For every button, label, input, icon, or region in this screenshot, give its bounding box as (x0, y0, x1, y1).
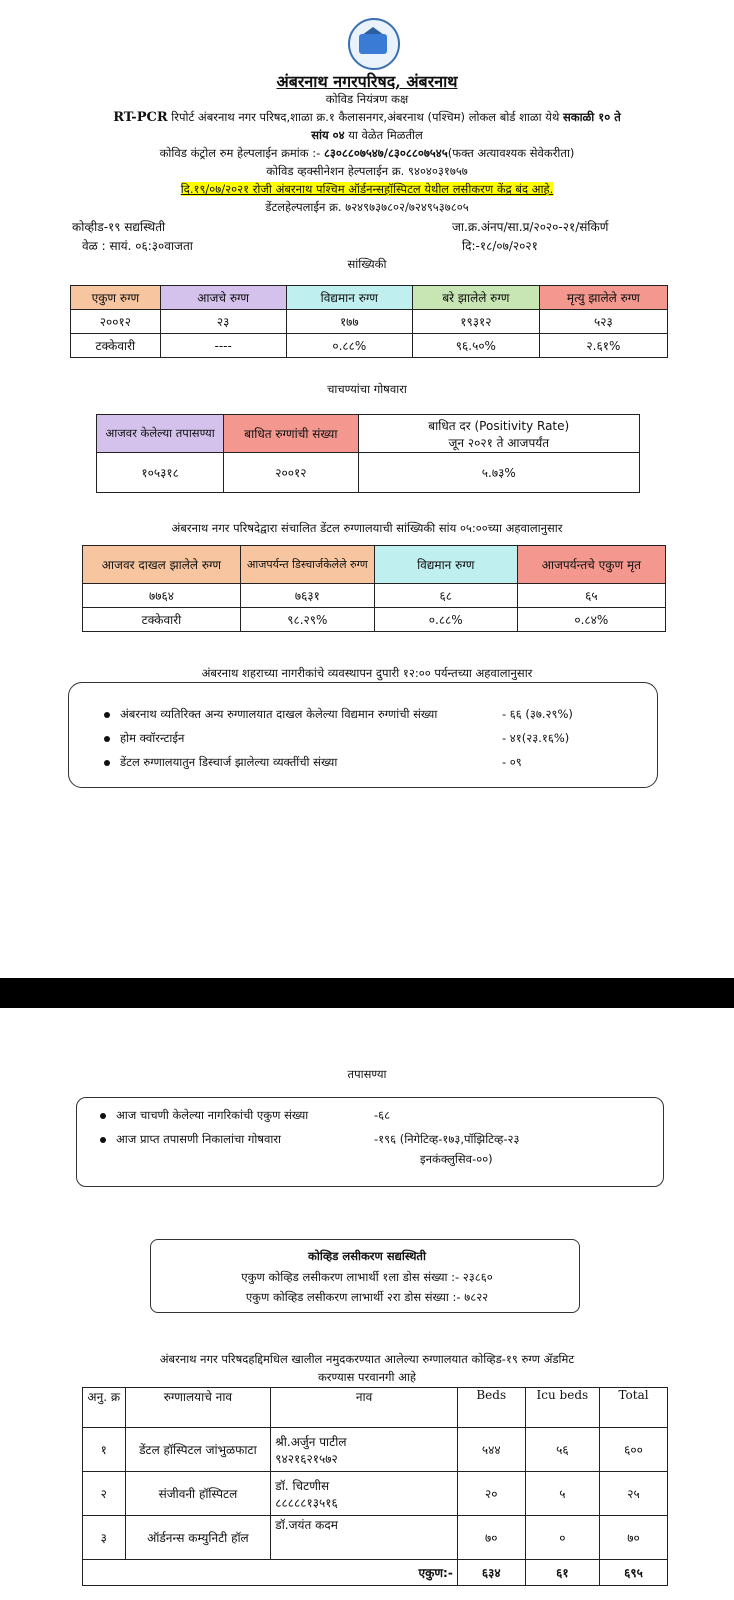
rtpcr-line1: RT-PCR रिपोर्ट अंबरनाथ नगर परिषद,शाळा क्र.१ कैलासनगर,अंबरनाथ (पश्चिम) लोकल बोर्ड शाळा येथे सकाळी १० ते (113, 110, 621, 125)
header-infected-count: बाधित रुग्णांची संख्या (224, 415, 358, 453)
cell: ५.७३% (358, 453, 639, 493)
list-item: अंबरनाथ व्यतिरिक्त अन्य रुग्णालयात दाखल केलेल्या विद्यमान रुग्णांची संख्या (104, 707, 437, 722)
cell: ०.८८% (374, 608, 517, 632)
cell: ९६.५०% (412, 334, 539, 358)
reference-number: जा.क्र.अंनप/सा.प्र/२०२०-२१/संकिर्ण (452, 220, 609, 234)
report-date: दि:-१८/०७/२०२१ (462, 239, 538, 253)
stats-title: सांख्यिकी (347, 257, 387, 271)
separator-band (0, 978, 734, 1008)
cell: ७७६४ (83, 584, 241, 608)
status-label: कोव्हीड-१९ सद्यस्थिती (72, 220, 166, 234)
header-discharged: आजपर्यन्त डिस्चार्जकेलेले रुग्ण (240, 546, 374, 584)
tests-table (96, 414, 640, 493)
list-item-value: - ४१(२३.१६%) (502, 731, 570, 745)
cell: ९८.२९% (240, 608, 374, 632)
header-positivity-rate: बाधित दर (Positivity Rate) जून २०२१ ते आजपर्यंत (358, 415, 639, 453)
cell: २३ (160, 310, 286, 334)
cell: टक्केवारी (71, 334, 161, 358)
vaccination-title: कोव्हिड लसीकरण सद्यस्थिती (308, 1249, 426, 1263)
cell: ०.८८% (286, 334, 412, 358)
header-hospital-name: रुग्णालयाचे नाव (125, 1388, 271, 1428)
bullet-icon (100, 1137, 106, 1143)
list-item: आज प्राप्त तपासणी निकालांचा गोषवारा (100, 1132, 281, 1147)
header-total-tests: आजवर केलेल्या तपासण्या (97, 415, 224, 453)
list-item-value: -१९६ (निगेटिव्ह-१७३,पॉझिटिव्ह-२३ (374, 1132, 520, 1146)
header-icu-beds: Icu beds (525, 1388, 599, 1428)
cell-name: कोविड नियंत्रण कक्ष (325, 92, 409, 106)
totals-row: एकुण:- ६३४ ६१ ६९५ (83, 1560, 668, 1586)
cell: ०.८४% (517, 608, 665, 632)
cell: ५२३ (539, 310, 667, 334)
header-today-patients: आजचे रुग्ण (160, 286, 286, 310)
header-admitted: आजवर दाखल झालेले रुग्ण (83, 546, 241, 584)
header-serial: अनु. क्र (83, 1388, 126, 1428)
list-item-value-cont: इनकंक्लुसिव-००) (420, 1152, 493, 1166)
hospitals-title-line2: करण्यास परवानगी आहे (317, 1370, 417, 1384)
header-total-patients: एकुण रुग्ण (71, 286, 161, 310)
notice-line (0, 182, 734, 197)
municipal-logo (348, 18, 400, 70)
header-deaths: मृत्यु झालेले रुग्ण (539, 286, 667, 310)
cell: २००१२ (71, 310, 161, 334)
bullet-icon (104, 760, 110, 766)
dental-title: अंबरनाथ नगर परिषदेद्वारा संचालित डेंटल रुग्णालयाची सांख्यिकी सांय ०५:००च्या अहवालानुसार (171, 521, 563, 535)
header-recovered: बरे झालेले रुग्ण (412, 286, 539, 310)
org-name: अंबरनाथ नगरपरिषद, अंबरनाथ (276, 72, 458, 91)
control-room-helpline: कोविड कंट्रोल रुम हेल्पलाईन क्रमांक :- ८३०८८०७५४७/८३०८८०७५४५(फक्त अत्यावश्यक सेवेकरीता) (159, 146, 575, 160)
list-item-value: -६८ (374, 1108, 391, 1122)
cell: २००१२ (224, 453, 358, 493)
testing-title: तपासण्या (347, 1067, 387, 1081)
rtpcr-line2: सांय ०४ या वेळेत मिळतील (311, 128, 423, 142)
bullet-icon (100, 1113, 106, 1119)
cell: ६८ (374, 584, 517, 608)
vaccination-dose2: एकुण कोव्हिड लसीकरण लाभार्थी २रा डोस संख्या :- ७८२२ (245, 1290, 489, 1304)
table-row: ३ ऑर्डनन्स कम्युनिटी हॉल डॉ.जयंत कदम ७० ० ७० (83, 1516, 668, 1560)
header-active-patients: विद्यमान रुग्ण (286, 286, 412, 310)
cell: १९३१२ (412, 310, 539, 334)
header-contact-name: नाव (271, 1388, 458, 1428)
cell: ६५ (517, 584, 665, 608)
closure-notice: दि.१९/०७/२०२१ रोजी अंबरनाथ पश्चिम ऑर्डनन्सहॉस्पिटल येथील लसीकरण केंद्र बंद आहे. (180, 182, 554, 196)
header-total: Total (600, 1388, 668, 1428)
cell: १०५३१८ (97, 453, 224, 493)
table-row: १ डेंटल हॉस्पिटल जांभुळफाटा श्री.अर्जुन पाटील ९४२१६२१५७२ ५४४ ५६ ६०० (83, 1428, 668, 1472)
table-row: २ संजीवनी हॉस्पिटल डॉ. चिटणीस ८८८८८१३५१६ २० ५ २५ (83, 1472, 668, 1516)
cell: टक्केवारी (83, 608, 241, 632)
dental-table (82, 545, 666, 632)
stats-table (70, 285, 668, 358)
list-item: आज चाचणी केलेल्या नागरिकांची एकुण संख्या (100, 1108, 308, 1123)
list-item: होम क्वॉरन्टाईन (104, 731, 184, 746)
hospitals-title-line1: अंबरनाथ नगर परिषदहद्दिमधिल खालील नमुदकरण्यात आलेल्या रुग्णालयात कोव्हिड-१९ रुग्ण ॲडमिट (159, 1352, 575, 1366)
cell: २.६१% (539, 334, 667, 358)
cell: ७६३१ (240, 584, 374, 608)
management-title: अंबरनाथ शहराच्या नागरीकांचे व्यवस्थापन दुपारी १२:०० पर्यन्तच्या अहवालानुसार (201, 666, 533, 680)
list-item-value: - ०९ (502, 755, 522, 769)
list-item-value: - ६६ (३७.२९%) (502, 707, 573, 721)
report-time: वेळ : सायं. ०६:३०वाजता (82, 239, 193, 253)
tests-title: चाचण्यांचा गोषवारा (327, 382, 407, 396)
bullet-icon (104, 736, 110, 742)
header-beds: Beds (457, 1388, 525, 1428)
cell: १७७ (286, 310, 412, 334)
cell: ---- (160, 334, 286, 358)
header-total-deaths: आजपर्यन्तचे एकुण मृत (517, 546, 665, 584)
hospitals-table (82, 1387, 668, 1586)
bullet-icon (104, 712, 110, 718)
vaccination-dose1: एकुण कोव्हिड लसीकरण लाभार्थी १ला डोस संख्या :- २३८६० (241, 1270, 493, 1284)
header-active: विद्यमान रुग्ण (374, 546, 517, 584)
dental-helpline: डेंटलहेल्पलाईन क्र. ७२४९७३७८०२/७२४९५३७८०५ (265, 200, 469, 214)
vaccination-helpline: कोविड व्हक्सीनेशन हेल्पलाईन क्र. ९४०४०३१७५७ (266, 164, 468, 178)
list-item: डेंटल रुग्णालयातुन डिस्चार्ज झालेल्या व्यक्तींची संख्या (104, 755, 337, 770)
